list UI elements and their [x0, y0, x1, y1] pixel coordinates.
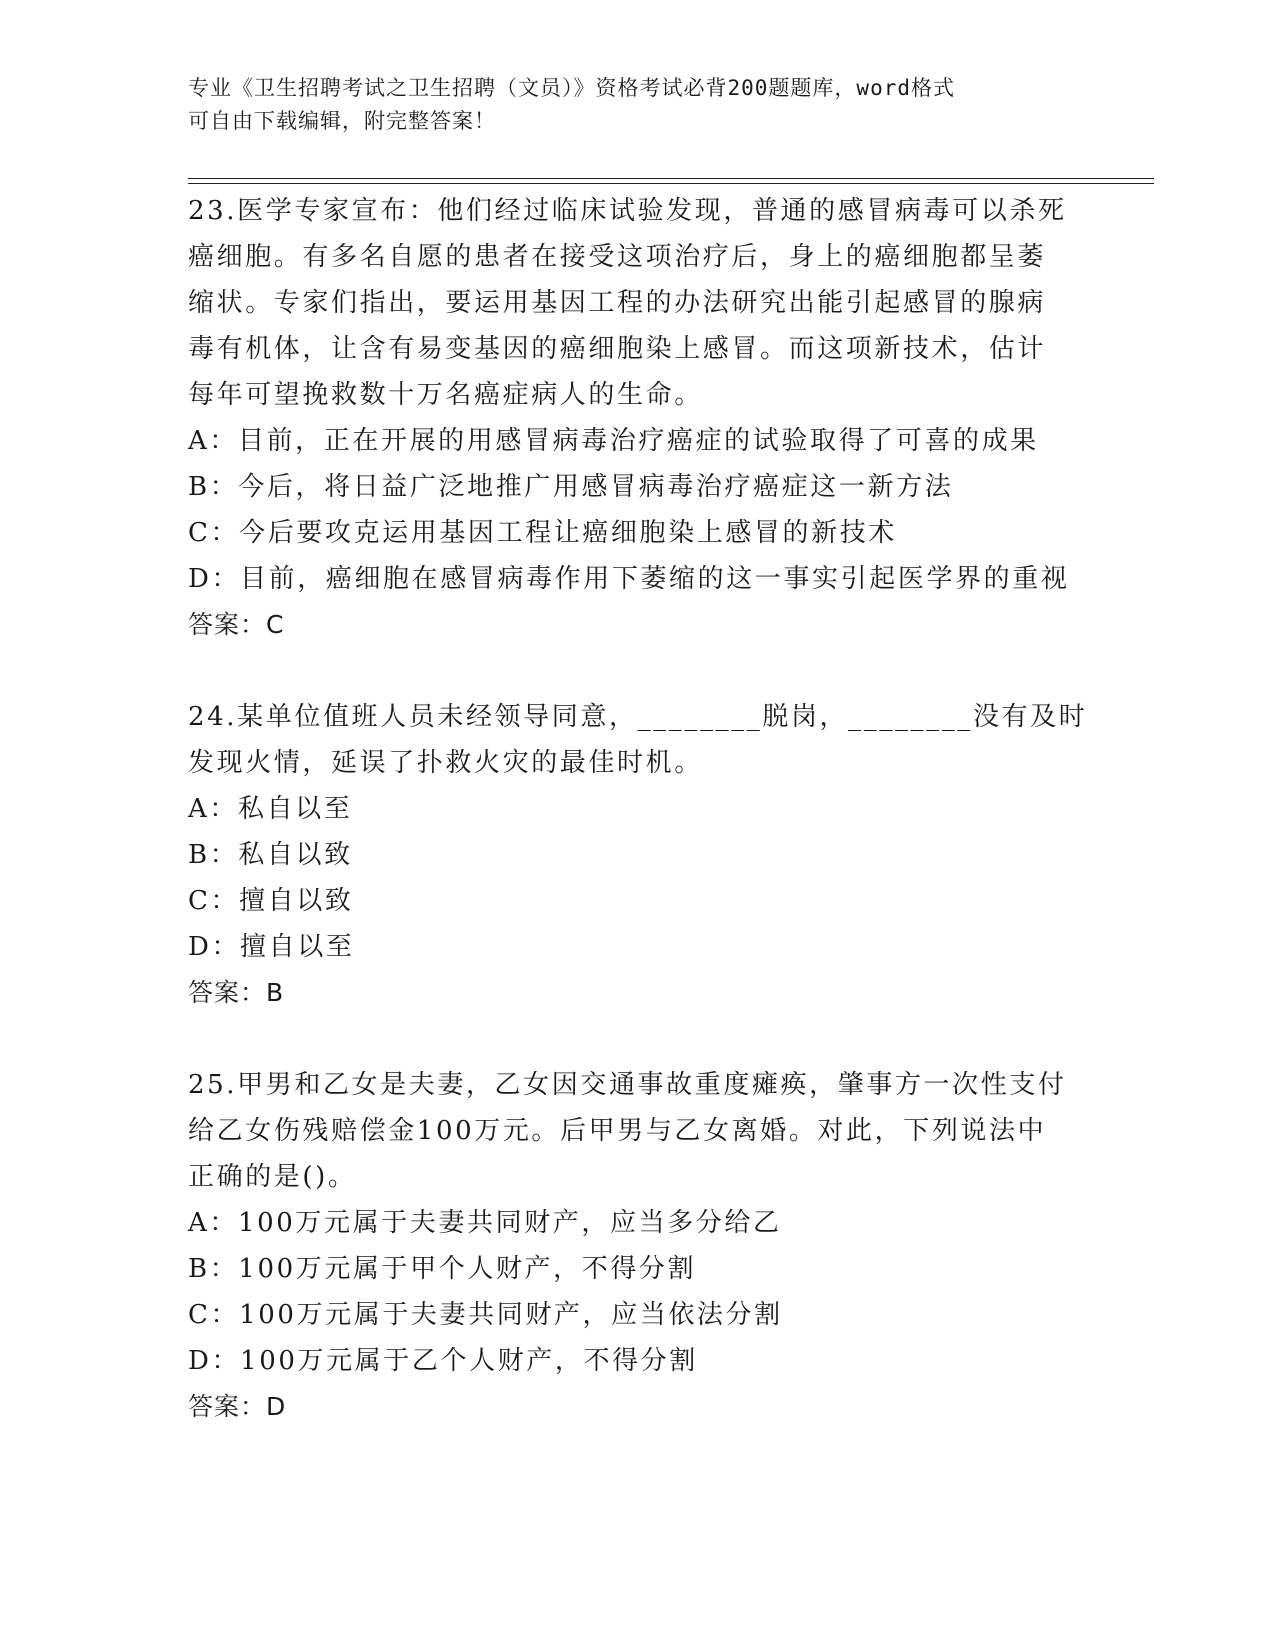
question-stem-line: 毒有机体，让含有易变基因的癌细胞染上感冒。而这项新技术，估计	[188, 334, 1047, 364]
option-c: C：100万元属于夫妻共同财产，应当依法分割	[188, 1300, 783, 1330]
header-divider-bottom	[188, 183, 1154, 184]
question-stem-line: 给乙女伤残赔偿金100万元。后甲男与乙女离婚。对此，下列说法中	[188, 1116, 1047, 1146]
question-stem-line: 24.某单位值班人员未经领导同意，________脱岗，________没有及时	[188, 702, 1088, 732]
option-a: A：目前，正在开展的用感冒病毒治疗癌症的试验取得了可喜的成果	[188, 426, 1039, 456]
option-d: D：100万元属于乙个人财产，不得分割	[188, 1346, 698, 1376]
question-stem-line: 缩状。专家们指出，要运用基因工程的办法研究出能引起感冒的腺病	[188, 288, 1047, 318]
option-a: A：私自以至	[188, 794, 353, 824]
answer: 答案：B	[188, 978, 285, 1007]
option-d: D：擅自以至	[188, 932, 355, 962]
question-stem-line: 癌细胞。有多名自愿的患者在接受这项治疗后，身上的癌细胞都呈萎	[188, 242, 1047, 272]
option-c: C：今后要攻克运用基因工程让癌细胞染上感冒的新技术	[188, 518, 897, 548]
option-a: A：100万元属于夫妻共同财产，应当多分给乙	[188, 1208, 782, 1238]
question-23	[188, 188, 1088, 648]
question-stem-line: 正确的是()。	[188, 1162, 357, 1192]
question-stem-line: 23.医学专家宣布：他们经过临床试验发现，普通的感冒病毒可以杀死	[188, 196, 1067, 226]
header-title-line-1: 专业《卫生招聘考试之卫生招聘（文员）》资格考试必背200题题库，word格式	[188, 76, 955, 100]
option-b: B：今后，将日益广泛地推广用感冒病毒治疗癌症这一新方法	[188, 472, 954, 502]
option-b: B：100万元属于甲个人财产，不得分割	[188, 1254, 697, 1284]
question-list	[188, 188, 1088, 1430]
question-25	[188, 1062, 1088, 1430]
header-divider-top	[188, 178, 1154, 179]
answer: 答案：D	[188, 1392, 287, 1421]
option-b: B：私自以致	[188, 840, 353, 870]
question-spacer	[188, 1016, 1088, 1062]
header-title-line-2: 可自由下载编辑，附完整答案！	[188, 109, 496, 133]
question-stem-line: 发现火情，延误了扑救火灾的最佳时机。	[188, 748, 703, 778]
question-stem-line: 每年可望挽救数十万名癌症病人的生命。	[188, 380, 703, 410]
option-c: C：擅自以致	[188, 886, 354, 916]
question-spacer	[188, 648, 1088, 694]
question-stem-line: 25.甲男和乙女是夫妻，乙女因交通事故重度瘫痪，肇事方一次性支付	[188, 1070, 1067, 1100]
option-d: D：目前，癌细胞在感冒病毒作用下萎缩的这一事实引起医学界的重视	[188, 564, 1070, 594]
document-header	[188, 72, 1088, 138]
question-24	[188, 694, 1088, 1016]
answer: 答案：C	[188, 610, 285, 639]
